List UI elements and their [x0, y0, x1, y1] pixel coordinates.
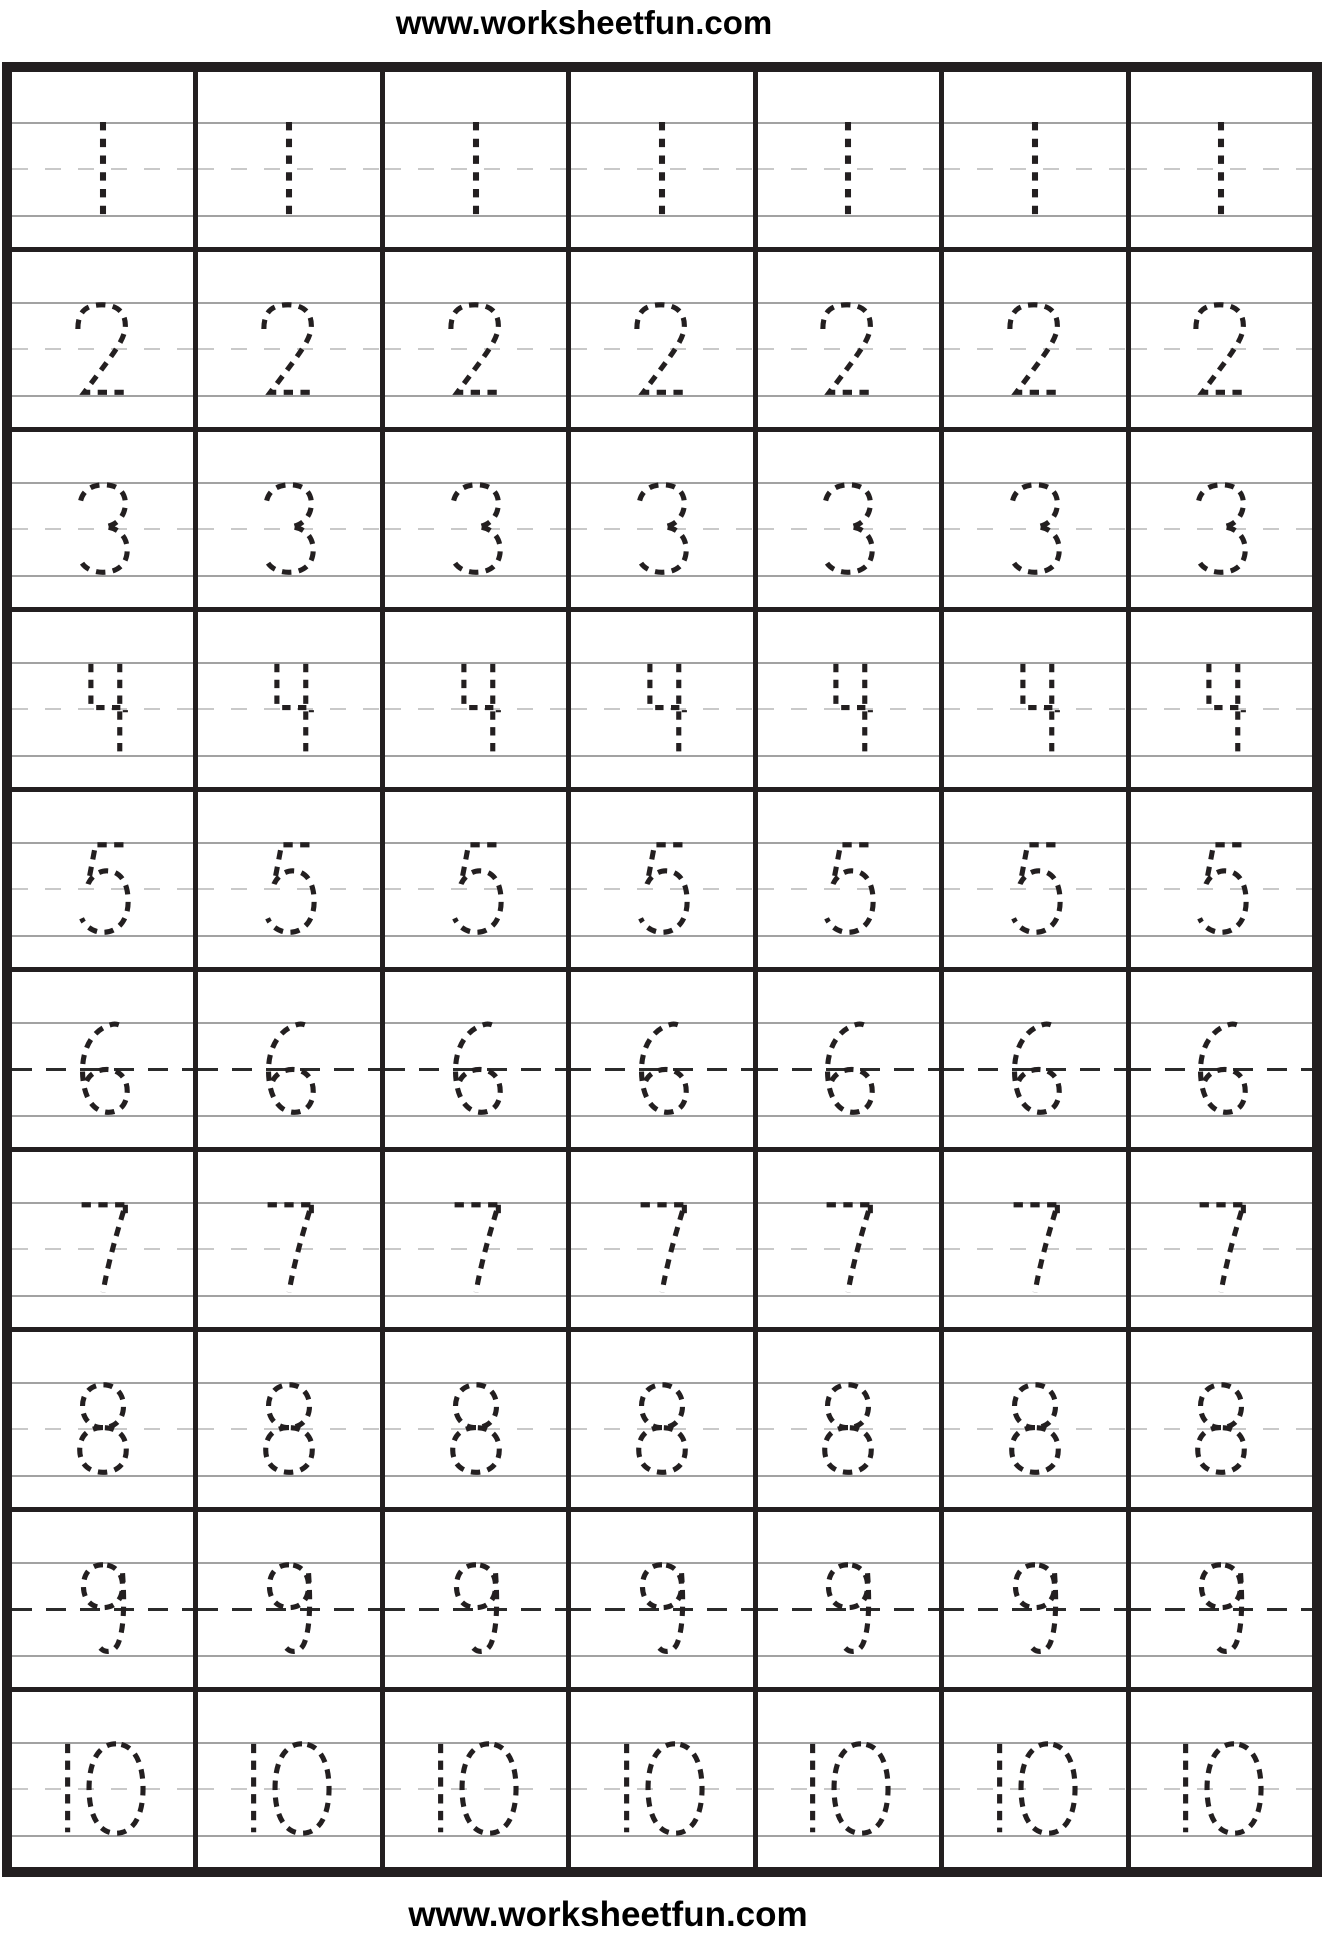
dotted-numeral-7: [1194, 1202, 1249, 1295]
guide-bottom-line: [198, 215, 379, 217]
guide-bottom-line: [758, 215, 939, 217]
dotted-numeral-6: [820, 1022, 876, 1115]
dotted-numeral-9: [76, 1562, 129, 1655]
guide-bottom-line: [198, 755, 379, 757]
trace-cell-7-7: [1131, 1152, 1312, 1327]
trace-cell-1-6: [944, 72, 1125, 247]
guide-bottom-line: [571, 1475, 752, 1477]
footer-url: www.worksheetfun.com: [408, 1895, 808, 1934]
guide-bottom-line: [1131, 575, 1312, 577]
guide-bottom-line: [385, 1655, 566, 1657]
guide-bottom-line: [944, 1835, 1125, 1837]
guide-bottom-line: [758, 1835, 939, 1837]
guide-bottom-line: [758, 1115, 939, 1117]
dotted-numeral-9: [449, 1562, 502, 1655]
guide-bottom-line: [571, 395, 752, 397]
trace-cell-9-6: [944, 1512, 1125, 1687]
trace-cell-8-2: [198, 1332, 379, 1507]
trace-cell-2-2: [198, 252, 379, 427]
guide-bottom-line: [12, 1295, 193, 1297]
guide-bottom-line: [198, 1835, 379, 1837]
guide-bottom-line: [1131, 1295, 1312, 1297]
trace-cell-7-5: [758, 1152, 939, 1327]
trace-cell-7-2: [198, 1152, 379, 1327]
guide-bottom-line: [571, 215, 752, 217]
dotted-numeral-2: [259, 302, 319, 395]
dotted-numeral-6: [447, 1022, 503, 1115]
dotted-numeral-6: [261, 1022, 317, 1115]
trace-cell-10-3: [385, 1692, 566, 1867]
dotted-numeral-8: [73, 1382, 133, 1475]
guide-bottom-line: [198, 935, 379, 937]
dotted-numeral-2: [1005, 302, 1065, 395]
dotted-numeral-6: [1007, 1022, 1063, 1115]
trace-cell-1-3: [385, 72, 566, 247]
dotted-numeral-10: [244, 1742, 334, 1835]
guide-bottom-line: [12, 1115, 193, 1117]
guide-bottom-line: [385, 935, 566, 937]
trace-cell-10-7: [1131, 1692, 1312, 1867]
dotted-numeral-6: [634, 1022, 690, 1115]
guide-bottom-line: [1131, 1655, 1312, 1657]
dotted-numeral-3: [1192, 482, 1250, 575]
dotted-numeral-10: [990, 1742, 1080, 1835]
trace-cell-9-2: [198, 1512, 379, 1687]
dotted-numeral-5: [1192, 842, 1250, 935]
dotted-numeral-2: [1191, 302, 1251, 395]
dotted-numeral-1: [283, 122, 296, 215]
trace-cell-3-3: [385, 432, 566, 607]
guide-bottom-line: [1131, 1115, 1312, 1117]
trace-cell-1-7: [1131, 72, 1312, 247]
trace-cell-2-7: [1131, 252, 1312, 427]
guide-bottom-line: [1131, 1475, 1312, 1477]
trace-cell-9-7: [1131, 1512, 1312, 1687]
trace-cell-4-7: [1131, 612, 1312, 787]
guide-bottom-line: [944, 215, 1125, 217]
dotted-numeral-9: [263, 1562, 316, 1655]
trace-cell-5-6: [944, 792, 1125, 967]
dotted-numeral-3: [819, 482, 877, 575]
dotted-numeral-7: [75, 1202, 130, 1295]
guide-bottom-line: [198, 1115, 379, 1117]
trace-cell-8-5: [758, 1332, 939, 1507]
guide-bottom-line: [571, 935, 752, 937]
dotted-numeral-1: [1028, 122, 1041, 215]
dotted-numeral-5: [260, 842, 318, 935]
guide-bottom-line: [12, 1475, 193, 1477]
trace-cell-9-3: [385, 1512, 566, 1687]
trace-cell-4-2: [198, 612, 379, 787]
trace-cell-10-1: [12, 1692, 193, 1867]
guide-bottom-line: [198, 575, 379, 577]
trace-cell-5-7: [1131, 792, 1312, 967]
dotted-numeral-1: [1215, 122, 1228, 215]
dotted-numeral-8: [259, 1382, 319, 1475]
guide-bottom-line: [198, 1295, 379, 1297]
guide-bottom-line: [758, 1655, 939, 1657]
dotted-numeral-10: [1176, 1742, 1266, 1835]
guide-bottom-line: [385, 1835, 566, 1837]
dotted-numeral-5: [819, 842, 877, 935]
trace-cell-10-6: [944, 1692, 1125, 1867]
dotted-numeral-2: [73, 302, 133, 395]
trace-cell-9-5: [758, 1512, 939, 1687]
dotted-numeral-7: [448, 1202, 503, 1295]
guide-bottom-line: [198, 395, 379, 397]
trace-cell-2-6: [944, 252, 1125, 427]
guide-bottom-line: [385, 755, 566, 757]
trace-cell-7-1: [12, 1152, 193, 1327]
guide-bottom-line: [571, 1295, 752, 1297]
dotted-numeral-6: [75, 1022, 131, 1115]
dotted-numeral-3: [260, 482, 318, 575]
dotted-numeral-8: [1005, 1382, 1065, 1475]
guide-bottom-line: [758, 935, 939, 937]
trace-cell-5-4: [571, 792, 752, 967]
trace-cell-3-7: [1131, 432, 1312, 607]
dotted-numeral-4: [263, 662, 316, 755]
trace-cell-10-4: [571, 1692, 752, 1867]
dotted-numeral-4: [449, 662, 502, 755]
dotted-numeral-4: [76, 662, 129, 755]
dotted-numeral-5: [1006, 842, 1064, 935]
guide-bottom-line: [1131, 755, 1312, 757]
guide-bottom-line: [944, 1115, 1125, 1117]
dotted-numeral-1: [469, 122, 482, 215]
dotted-numeral-4: [822, 662, 875, 755]
trace-cell-1-5: [758, 72, 939, 247]
trace-cell-3-6: [944, 432, 1125, 607]
guide-bottom-line: [571, 575, 752, 577]
trace-cell-6-5: [758, 972, 939, 1147]
dotted-numeral-3: [74, 482, 132, 575]
dotted-numeral-10: [58, 1742, 148, 1835]
dotted-numeral-9: [1195, 1562, 1248, 1655]
trace-cell-4-5: [758, 612, 939, 787]
trace-cell-4-4: [571, 612, 752, 787]
dotted-numeral-4: [636, 662, 689, 755]
dotted-numeral-8: [1191, 1382, 1251, 1475]
dotted-numeral-1: [96, 122, 109, 215]
dotted-numeral-3: [1006, 482, 1064, 575]
trace-cell-6-2: [198, 972, 379, 1147]
trace-cell-6-1: [12, 972, 193, 1147]
trace-cell-2-5: [758, 252, 939, 427]
trace-cell-9-1: [12, 1512, 193, 1687]
guide-bottom-line: [12, 1655, 193, 1657]
guide-bottom-line: [944, 935, 1125, 937]
trace-cell-5-1: [12, 792, 193, 967]
guide-bottom-line: [385, 1115, 566, 1117]
guide-bottom-line: [1131, 395, 1312, 397]
dotted-numeral-8: [818, 1382, 878, 1475]
guide-bottom-line: [385, 1475, 566, 1477]
guide-bottom-line: [385, 395, 566, 397]
trace-cell-1-4: [571, 72, 752, 247]
guide-bottom-line: [758, 1295, 939, 1297]
guide-bottom-line: [12, 575, 193, 577]
trace-cell-6-6: [944, 972, 1125, 1147]
dotted-numeral-7: [1008, 1202, 1063, 1295]
guide-bottom-line: [944, 755, 1125, 757]
dotted-numeral-5: [446, 842, 504, 935]
trace-cell-2-1: [12, 252, 193, 427]
dotted-numeral-4: [1195, 662, 1248, 755]
guide-bottom-line: [385, 215, 566, 217]
trace-cell-8-6: [944, 1332, 1125, 1507]
trace-cell-7-4: [571, 1152, 752, 1327]
trace-cell-3-1: [12, 432, 193, 607]
trace-cell-4-6: [944, 612, 1125, 787]
dotted-numeral-3: [633, 482, 691, 575]
guide-bottom-line: [12, 395, 193, 397]
trace-cell-6-3: [385, 972, 566, 1147]
trace-cell-3-5: [758, 432, 939, 607]
dotted-numeral-9: [822, 1562, 875, 1655]
trace-cell-3-2: [198, 432, 379, 607]
trace-cell-2-4: [571, 252, 752, 427]
trace-cell-7-6: [944, 1152, 1125, 1327]
trace-cell-8-4: [571, 1332, 752, 1507]
guide-bottom-line: [12, 935, 193, 937]
trace-cell-6-7: [1131, 972, 1312, 1147]
dotted-numeral-7: [262, 1202, 317, 1295]
trace-cell-8-7: [1131, 1332, 1312, 1507]
guide-bottom-line: [385, 1295, 566, 1297]
dotted-numeral-3: [446, 482, 504, 575]
dotted-numeral-7: [635, 1202, 690, 1295]
guide-bottom-line: [12, 215, 193, 217]
dotted-numeral-4: [1009, 662, 1062, 755]
trace-cell-5-5: [758, 792, 939, 967]
guide-bottom-line: [758, 1475, 939, 1477]
dotted-numeral-10: [617, 1742, 707, 1835]
guide-bottom-line: [12, 755, 193, 757]
dotted-numeral-2: [818, 302, 878, 395]
guide-bottom-line: [198, 1475, 379, 1477]
dotted-numeral-5: [74, 842, 132, 935]
guide-bottom-line: [1131, 1835, 1312, 1837]
guide-bottom-line: [385, 575, 566, 577]
guide-bottom-line: [198, 1655, 379, 1657]
dotted-numeral-9: [1009, 1562, 1062, 1655]
dotted-numeral-1: [842, 122, 855, 215]
trace-cell-8-1: [12, 1332, 193, 1507]
dotted-numeral-8: [632, 1382, 692, 1475]
guide-bottom-line: [944, 1295, 1125, 1297]
trace-cell-5-2: [198, 792, 379, 967]
dotted-numeral-8: [445, 1382, 505, 1475]
dotted-numeral-6: [1193, 1022, 1249, 1115]
trace-cell-10-5: [758, 1692, 939, 1867]
header-url: www.worksheetfun.com: [395, 4, 773, 41]
guide-bottom-line: [758, 395, 939, 397]
trace-cell-1-1: [12, 72, 193, 247]
guide-bottom-line: [944, 1655, 1125, 1657]
tracing-grid: [2, 62, 1322, 1877]
trace-cell-2-3: [385, 252, 566, 427]
dotted-numeral-10: [803, 1742, 893, 1835]
guide-bottom-line: [571, 1835, 752, 1837]
guide-bottom-line: [944, 395, 1125, 397]
trace-cell-7-3: [385, 1152, 566, 1327]
guide-bottom-line: [1131, 215, 1312, 217]
dotted-numeral-7: [821, 1202, 876, 1295]
trace-cell-5-3: [385, 792, 566, 967]
trace-cell-10-2: [198, 1692, 379, 1867]
guide-bottom-line: [758, 575, 939, 577]
guide-bottom-line: [1131, 935, 1312, 937]
dotted-numeral-1: [655, 122, 668, 215]
guide-bottom-line: [571, 1115, 752, 1117]
trace-cell-8-3: [385, 1332, 566, 1507]
trace-cell-9-4: [571, 1512, 752, 1687]
dotted-numeral-5: [633, 842, 691, 935]
dotted-numeral-10: [430, 1742, 520, 1835]
guide-bottom-line: [944, 1475, 1125, 1477]
trace-cell-3-4: [571, 432, 752, 607]
dotted-numeral-2: [445, 302, 505, 395]
guide-bottom-line: [12, 1835, 193, 1837]
guide-bottom-line: [571, 755, 752, 757]
guide-bottom-line: [758, 755, 939, 757]
guide-bottom-line: [944, 575, 1125, 577]
trace-cell-6-4: [571, 972, 752, 1147]
trace-cell-4-1: [12, 612, 193, 787]
dotted-numeral-9: [636, 1562, 689, 1655]
trace-cell-1-2: [198, 72, 379, 247]
dotted-numeral-2: [632, 302, 692, 395]
guide-bottom-line: [571, 1655, 752, 1657]
trace-cell-4-3: [385, 612, 566, 787]
